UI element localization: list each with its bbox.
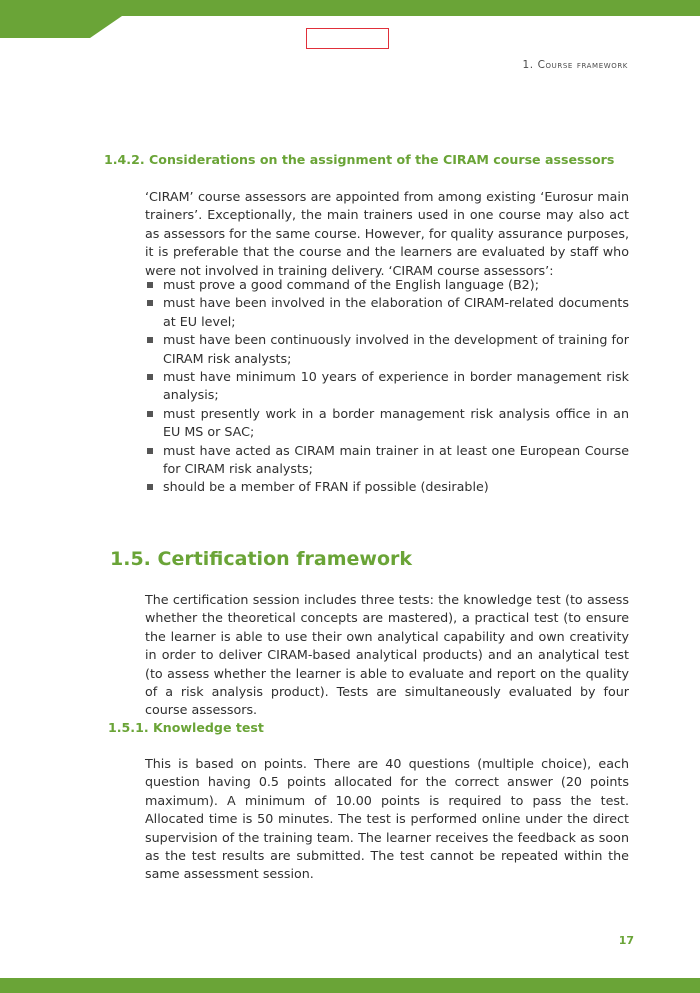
list-item: must have minimum 10 years of experience in border management risk analysis;	[145, 368, 629, 405]
certification-paragraph: The certification session includes three tests: the knowledge test (to assess whether the theoretical concepts are mastered), a practical test (to ensure the learner is able to use their own analytical capability and own creativity in order to deliver CIRAM-based analytical products) and an analytical test (to assess whether the learner is able to evaluate and report on the quality of a risk analysis product). Tests are simultaneously evaluated by four course assessors.	[145, 592, 629, 718]
bullet-square-icon	[147, 411, 153, 417]
bullet-square-icon	[147, 300, 153, 306]
section-number: 1.5.	[110, 548, 151, 570]
section-title: Certification framework	[157, 548, 413, 570]
footer-band	[0, 978, 700, 993]
red-marker-box	[306, 28, 389, 49]
knowledge-test-paragraph: This is based on points. There are 40 questions (multiple choice), each question having 0.5 points allocated for the correct answer (20 points maximum). A minimum of 10.00 points is required to pass the test. Allocated time is 50 minutes. The test is performed online under the direct supervision of the training team. The learner receives the feedback as soon as the test results are submitted. The test cannot be repeated within the same assessment session.	[145, 756, 629, 882]
list-item: must presently work in a border management risk analysis office in an EU MS or SAC;	[145, 405, 629, 442]
bullet-square-icon	[147, 374, 153, 380]
assessors-intro-paragraph: ‘CIRAM’ course assessors are appointed from among existing ‘Eurosur main trainers’. Exceptionally, the main trainers used in one course may also act as assessors for the same course. However, for quality assurance purposes, it is preferable that the course and the learners are evaluated by staff who were not involved in training delivery. ‘CIRAM course assessors’:	[145, 189, 629, 278]
bullet-square-icon	[147, 448, 153, 454]
section-number: 1.4.2.	[104, 152, 145, 167]
bullet-square-icon	[147, 484, 153, 490]
list-item: must have acted as CIRAM main trainer in at least one European Course for CIRAM risk analysts;	[145, 442, 629, 479]
running-head: 1. Course framework	[522, 59, 628, 71]
section-heading-1-4-2	[104, 152, 614, 167]
section-heading-1-5	[110, 548, 412, 570]
list-item: should be a member of FRAN if possible (desirable)	[145, 478, 629, 496]
list-item: must prove a good command of the English language (B2);	[145, 276, 629, 294]
page-number: 17	[618, 934, 634, 947]
list-item: must have been involved in the elaboration of CIRAM-related documents at EU level;	[145, 294, 629, 331]
section-number: 1.5.1.	[108, 720, 149, 735]
bullet-square-icon	[147, 337, 153, 343]
section-title: Knowledge test	[153, 720, 264, 735]
list-item: must have been continuously involved in the development of training for CIRAM risk analysts;	[145, 331, 629, 368]
assessor-requirements-list	[145, 276, 629, 497]
bullet-square-icon	[147, 282, 153, 288]
section-heading-1-5-1	[108, 720, 264, 735]
section-title: Considerations on the assignment of the CIRAM course assessors	[149, 152, 615, 167]
